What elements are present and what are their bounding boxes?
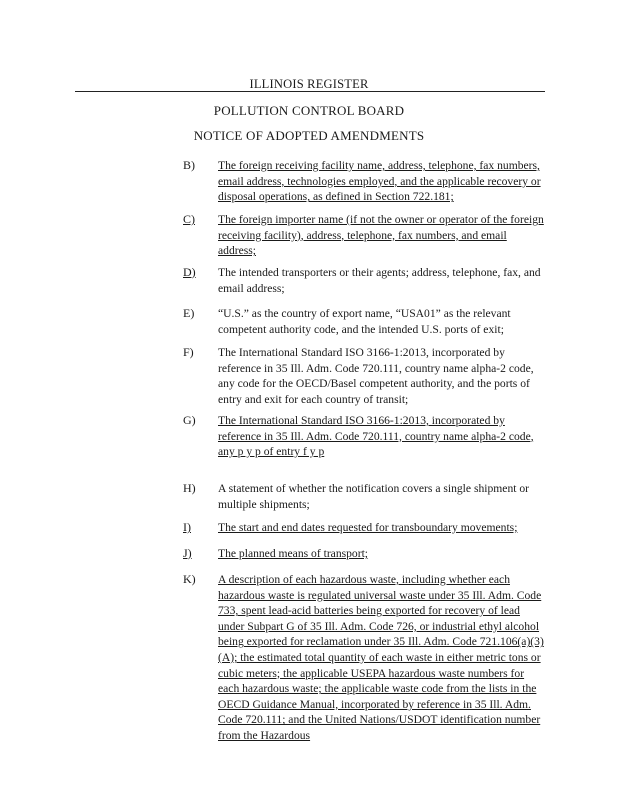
item-label: J)	[183, 546, 192, 560]
item-label: K)	[183, 572, 196, 586]
item-label: C)	[183, 212, 195, 226]
item-text: The intended transporters or their agents; address, telephone, fax, and email address;	[218, 266, 541, 295]
header-rule	[75, 91, 545, 92]
item-label: D)	[183, 265, 196, 279]
item-text: The International Standard ISO 3166-1:2013, incorporated by reference in 35 Ill. Adm. Code 720.111, country name alpha-2 code, any code for the OECD/Basel competent authority, and the ports of entry and exit for each country of transit;	[218, 346, 534, 406]
item-text: The foreign receiving facility name, address, telephone, fax numbers, email address, technologies employed, and the applicable recovery or disposal operations, as defined in Section 722.181;	[218, 159, 541, 204]
board-name: POLLUTION CONTROL BOARD	[213, 103, 405, 118]
item-text: A description of each hazardous waste, including whether each hazardous waste is regulated universal waste under 35 Ill. Adm. Code 733, spent lead-acid batteries being exported for recovery of lead under Subpart G of 35 Ill. Adm. Code 726, or industrial ethyl alcohol being exported for reclamation under 35 Ill. Adm. Code 721.106(a)(3)(A); the estimated total quantity of each waste in either metric tons or cubic meters; the applicable USEPA hazardous waste numbers for each hazardous waste; the applicable waste code from the lists in the OECD Guidance Manual, incorporated by reference in 35 Ill. Adm. Code 720.111; and the United Nations/USDOT identification number from the Hazardous	[218, 573, 544, 742]
item-text: “U.S.” as the country of export name, “USA01” as the relevant competent authority code, and the intended U.S. ports of exit;	[218, 307, 511, 336]
item-label: I)	[183, 520, 191, 534]
item-label: G)	[183, 413, 196, 427]
notice-title: NOTICE OF ADOPTED AMENDMENTS	[193, 128, 425, 143]
item-text: The start and end dates requested for transboundary movements;	[218, 521, 518, 534]
item-label: E)	[183, 306, 195, 320]
item-label: F)	[183, 345, 194, 359]
item-text: A statement of whether the notification covers a single shipment or multiple shipments;	[218, 482, 530, 511]
item-label: H)	[183, 481, 196, 495]
item-text: The International Standard ISO 3166-1:2013, incorporated by reference in 35 Ill. Adm. Code 720.111, country name alpha-2 code, any p y p of entry f y p	[218, 414, 534, 459]
item-text: The foreign importer name (if not the owner or operator of the foreign receiving facility), address, telephone, fax numbers, and email address;	[218, 213, 544, 258]
register-title: ILLINOIS REGISTER	[249, 77, 369, 91]
item-label: B)	[183, 158, 195, 172]
item-text: The planned means of transport;	[218, 547, 369, 560]
